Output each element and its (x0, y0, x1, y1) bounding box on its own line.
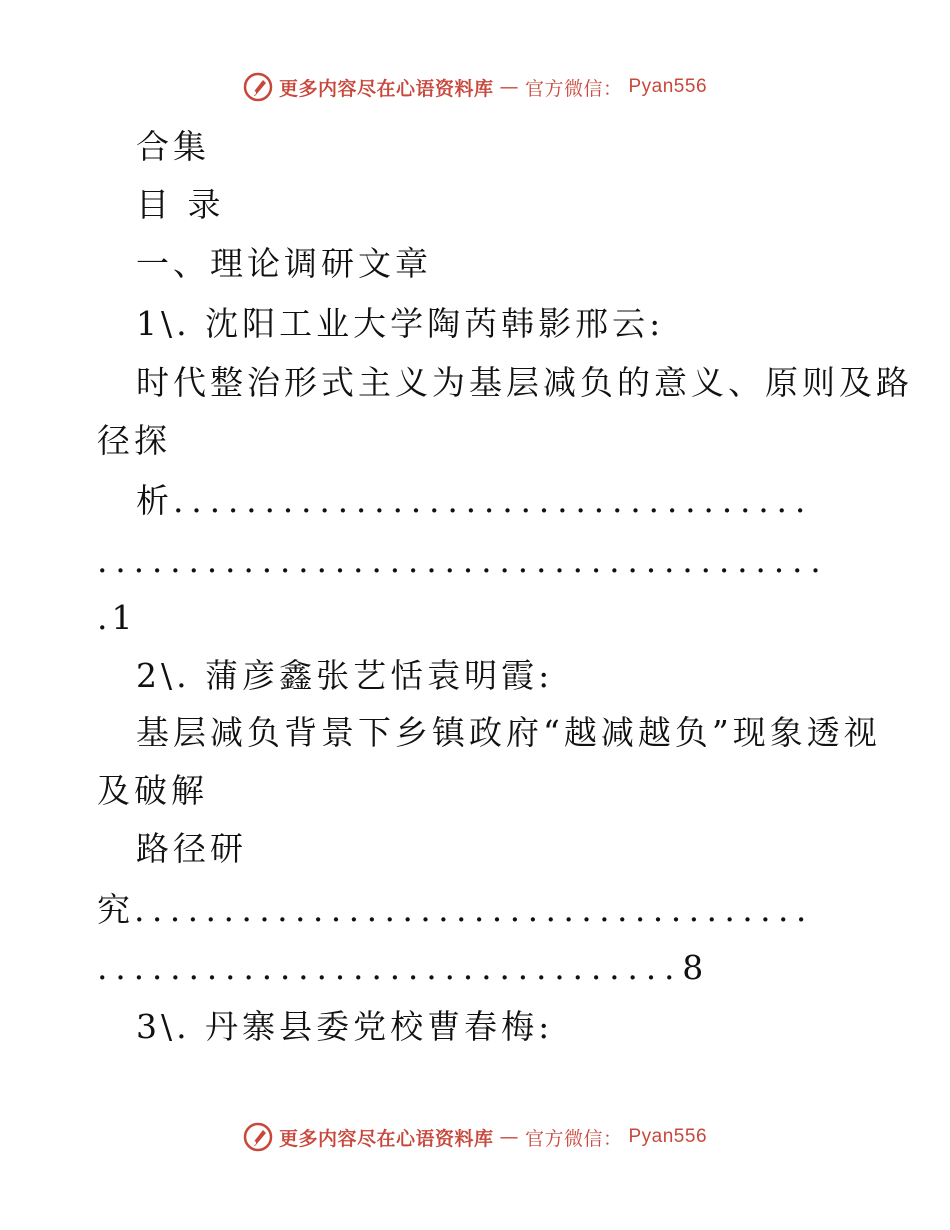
toc-entry-2-header (136, 656, 554, 695)
toc-entry-3-header (136, 1007, 554, 1046)
toc-entry-title-end: 究 (97, 890, 134, 929)
toc-entry-title-end: 析 (136, 481, 173, 520)
watermark-dash: — (499, 76, 519, 98)
toc-entry-2-title-line1: 基层减负背景下乡镇政府“越减越负”现象透视 (136, 713, 881, 752)
toc-leader-dots: ................................ (97, 948, 683, 987)
section-heading: 一、理论调研文章 (136, 244, 432, 283)
toc-entry-1-title-line3 (136, 481, 814, 520)
pen-logo-icon (243, 72, 273, 102)
watermark-id: Pyan556 (628, 1126, 708, 1147)
watermark-footer (0, 1122, 950, 1152)
watermark-main-text: 更多内容尽在心语资料库 (278, 1127, 494, 1150)
watermark-dash: — (499, 1126, 519, 1148)
toc-entry-1-title-line2: 径探 (97, 421, 171, 460)
watermark-id: Pyan556 (628, 76, 708, 97)
toc-entry-author: 蒲彦鑫张艺恬袁明霞: (205, 656, 554, 695)
toc-leader-dots: ................................... (173, 481, 814, 520)
toc-entry-1-leader2: ........................................ (97, 541, 829, 580)
toc-entry-2-page: 8 (682, 948, 712, 987)
pen-logo-icon (243, 1122, 273, 1152)
watermark-main-text: 更多内容尽在心语资料库 (278, 77, 494, 100)
toc-entry-2-title-line4 (97, 890, 814, 929)
toc-entry-1-title-line1: 时代整治形式主义为基层减负的意义、原则及路 (136, 363, 913, 402)
toc-entry-number: 3\. (136, 1007, 191, 1046)
toc-entry-number: 2\. (136, 656, 191, 695)
toc-leader-dots: ...................................... (134, 890, 814, 929)
watermark-sub-text: 官方微信： (524, 77, 623, 100)
watermark-header (0, 72, 950, 102)
contents-heading: 目 录 (136, 185, 225, 224)
watermark-sub-text: 官方微信： (524, 1127, 623, 1150)
toc-entry-author: 丹寨县委党校曹春梅: (205, 1007, 554, 1046)
toc-entry-1-header (136, 304, 665, 343)
toc-entry-2-leader2-row (97, 948, 712, 987)
toc-entry-2-title-line2: 及破解 (97, 771, 208, 810)
toc-entry-2-title-line3: 路径研 (136, 829, 247, 868)
collection-heading: 合集 (136, 127, 210, 166)
toc-entry-1-page: .1 (97, 598, 137, 637)
toc-entry-author: 沈阳工业大学陶芮韩影邢云: (205, 304, 665, 343)
toc-entry-number: 1\. (136, 304, 191, 343)
